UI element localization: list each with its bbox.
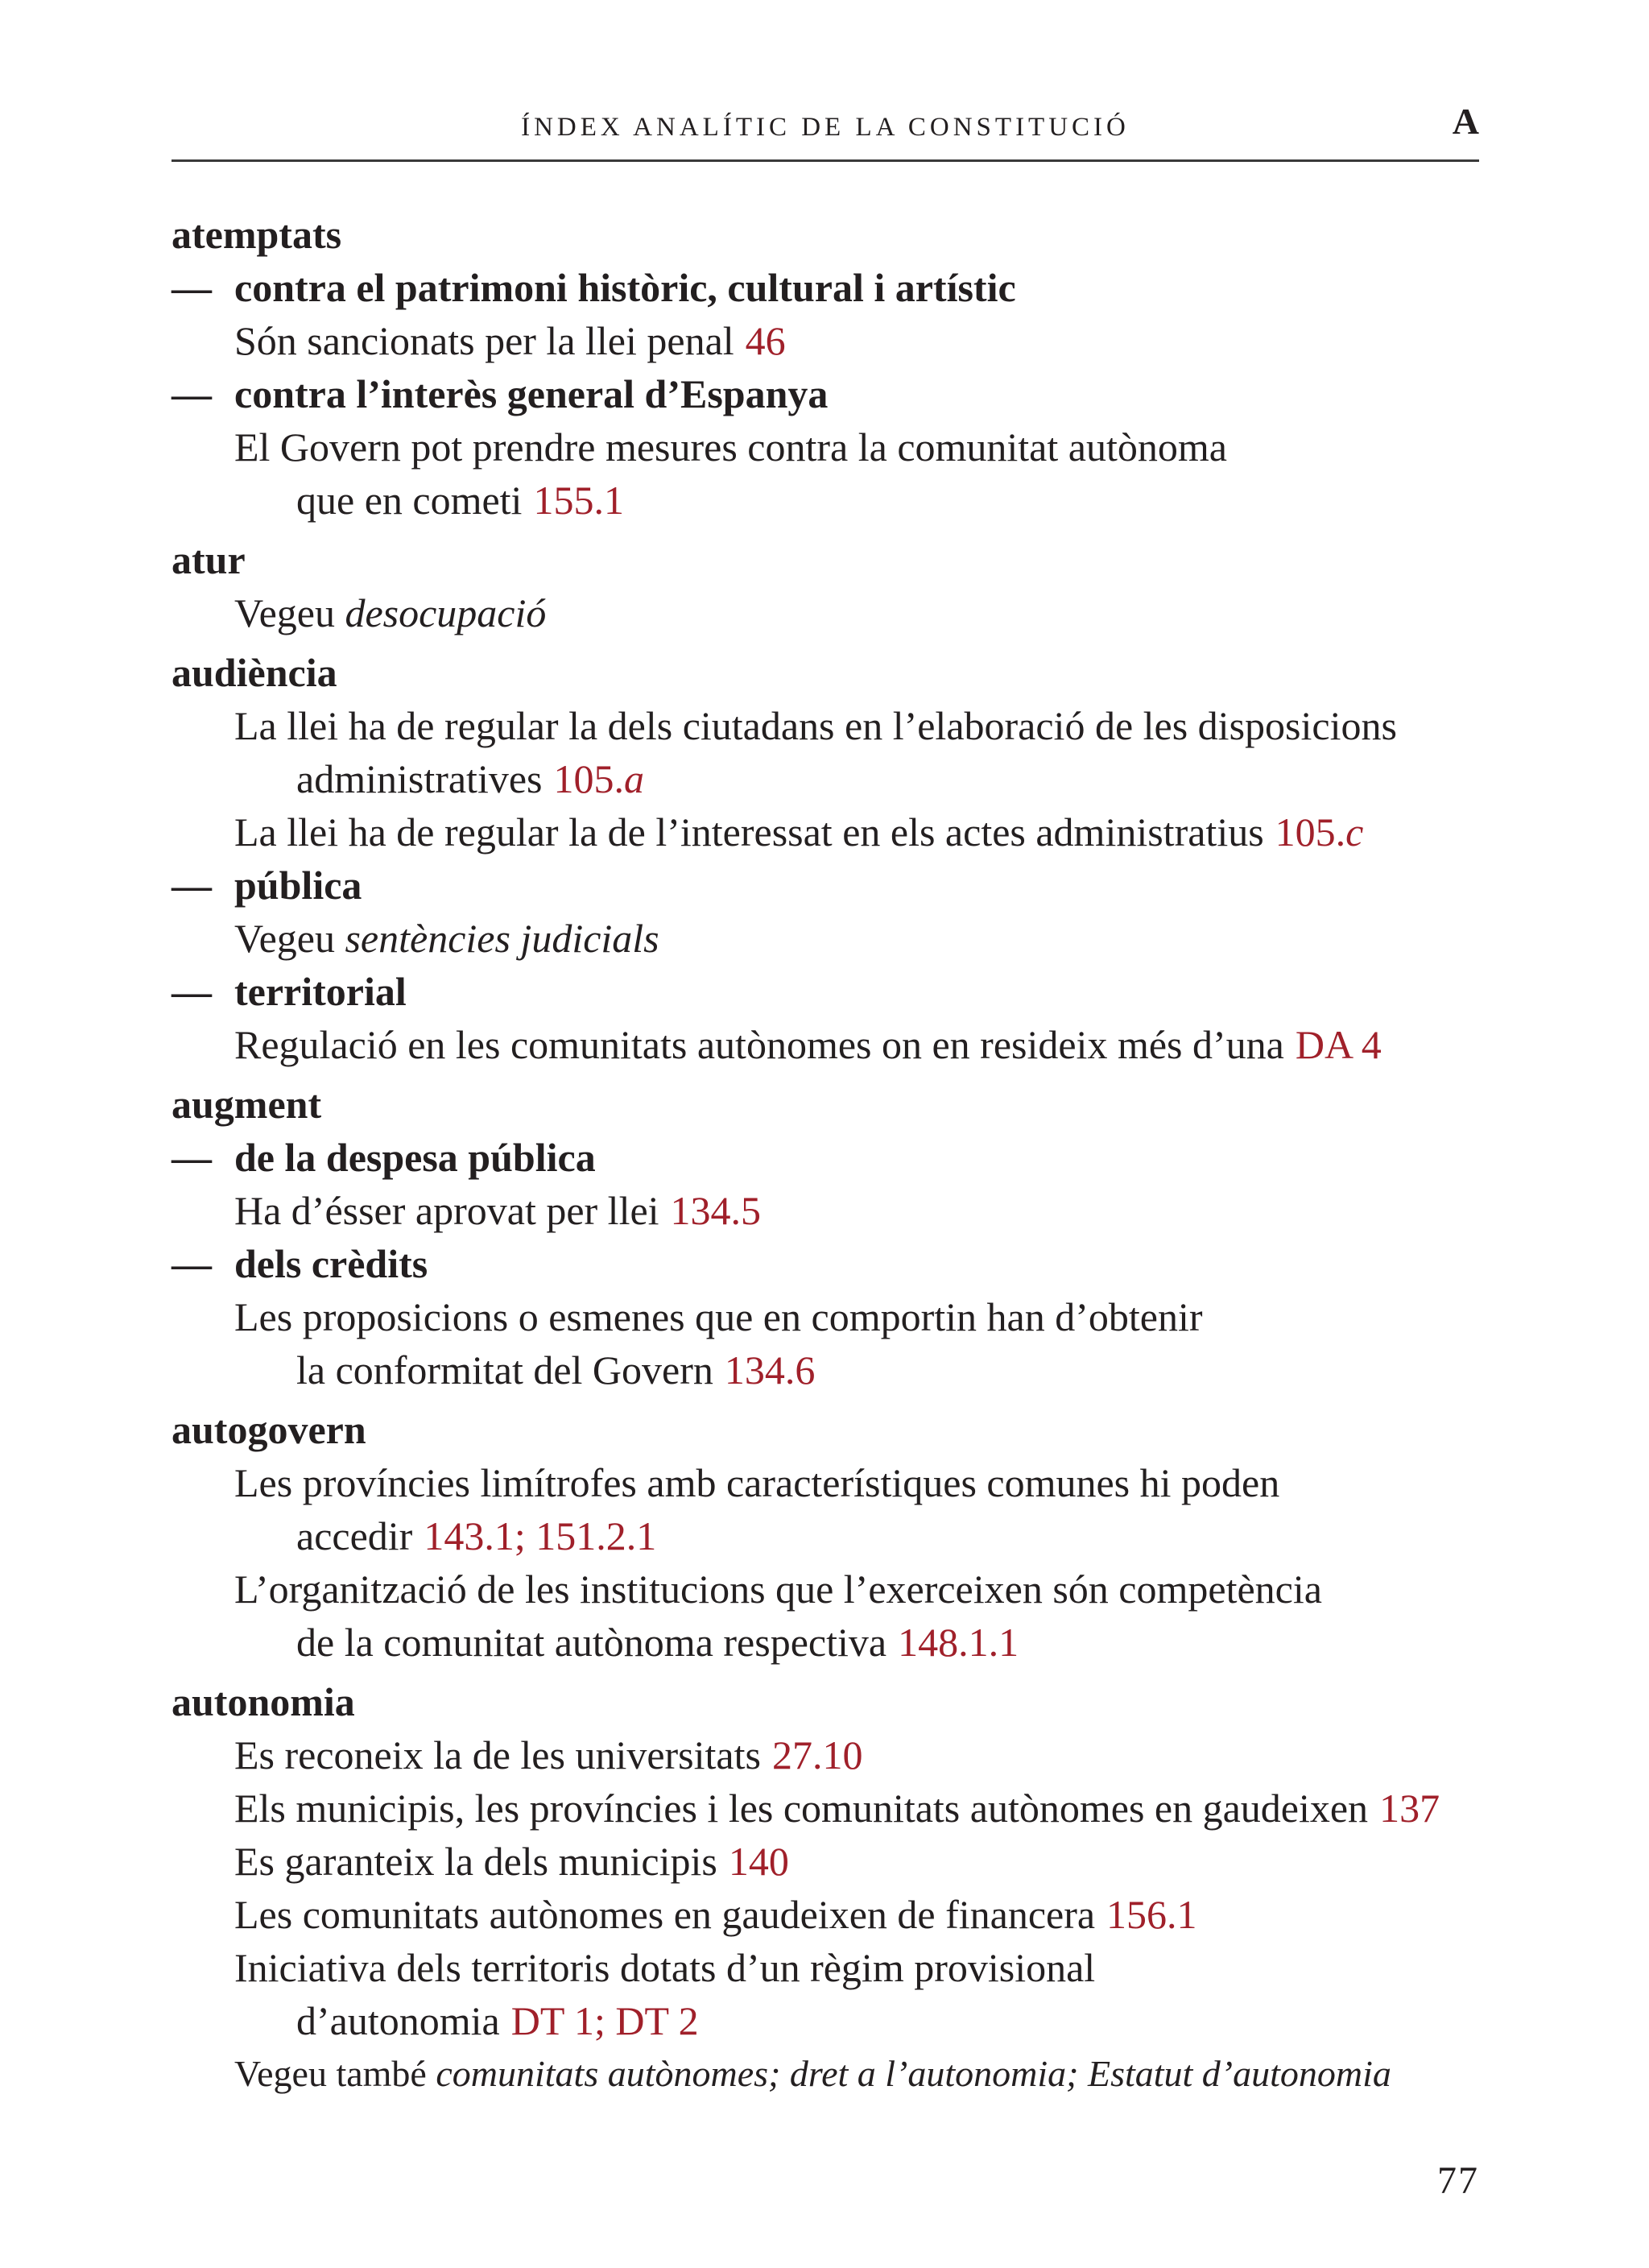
ref-number: 105. bbox=[1275, 809, 1346, 855]
item-text: Els municipis, les províncies i les comunitats autònomes en gaudeixen bbox=[234, 1786, 1369, 1831]
index-subterm bbox=[172, 965, 1479, 1018]
ref-number: 143.1; 151.2.1 bbox=[424, 1513, 657, 1558]
index-item bbox=[172, 1782, 1479, 1835]
article-reference bbox=[1106, 1892, 1197, 1937]
index-continuation bbox=[172, 1343, 1479, 1397]
item-text: la conformitat del Govern bbox=[296, 1347, 713, 1393]
page-number: 77 bbox=[1437, 2159, 1479, 2202]
ref-number: 134.5 bbox=[670, 1188, 762, 1233]
index-item bbox=[172, 420, 1479, 474]
ref-number: DA 4 bbox=[1295, 1022, 1382, 1067]
index-item bbox=[172, 1888, 1479, 1941]
item-text: Regulació en les comunitats autònomes on en resideix més d’una bbox=[234, 1022, 1284, 1067]
article-reference bbox=[533, 478, 624, 523]
em-dash: — bbox=[172, 265, 212, 310]
ref-number: 134.6 bbox=[724, 1347, 816, 1393]
article-reference bbox=[511, 1998, 699, 2043]
see-target: comunitats autònomes; dret a l’autonomia; Estatut d’autonomia bbox=[436, 2053, 1391, 2094]
index-item bbox=[172, 1290, 1479, 1343]
ref-letter: a bbox=[624, 756, 644, 801]
article-reference bbox=[1275, 809, 1364, 855]
index-continuation bbox=[172, 474, 1479, 527]
ref-number: 105. bbox=[553, 756, 624, 801]
ref-number: 155.1 bbox=[533, 478, 624, 523]
item-text: Es reconeix la de les universitats bbox=[234, 1732, 761, 1778]
ref-number: 46 bbox=[745, 318, 786, 363]
index-subterm bbox=[172, 367, 1479, 420]
subterm-label: territorial bbox=[234, 969, 407, 1014]
article-reference bbox=[1296, 1022, 1382, 1067]
index-subterm bbox=[172, 1237, 1479, 1290]
item-text: Les proposicions o esmenes que en comportin han d’obtenir bbox=[234, 1294, 1203, 1339]
index-subterm bbox=[172, 261, 1479, 314]
em-dash: — bbox=[172, 1241, 212, 1286]
index-term: audiència bbox=[172, 650, 337, 695]
article-reference bbox=[772, 1732, 863, 1778]
index-item bbox=[172, 1835, 1479, 1888]
index-continuation bbox=[172, 1509, 1479, 1562]
article-reference bbox=[671, 1188, 762, 1233]
subterm-label: contra l’interès general d’Espanya bbox=[234, 371, 829, 416]
index-entries bbox=[172, 201, 1479, 2100]
ref-number: 156.1 bbox=[1106, 1892, 1197, 1937]
subterm-label: dels crèdits bbox=[234, 1241, 428, 1286]
item-text: La llei ha de regular la de l’interessat en els actes administratius bbox=[234, 809, 1264, 855]
subterm-label: pública bbox=[234, 863, 362, 908]
index-term: autogovern bbox=[172, 1407, 366, 1452]
item-text: El Govern pot prendre mesures contra la comunitat autònoma bbox=[234, 424, 1227, 470]
ref-letter: c bbox=[1345, 809, 1364, 855]
item-text: Iniciativa dels territoris dotats d’un règim provisional bbox=[234, 1945, 1096, 1990]
see-prefix: Vegeu també bbox=[234, 2053, 427, 2094]
index-item bbox=[172, 1728, 1479, 1782]
index-term: atur bbox=[172, 537, 246, 582]
index-subterm bbox=[172, 1131, 1479, 1184]
see-reference bbox=[172, 586, 1479, 639]
item-text: de la comunitat autònoma respectiva bbox=[296, 1620, 887, 1665]
article-reference bbox=[554, 756, 645, 801]
item-text: d’autonomia bbox=[296, 1998, 500, 2043]
item-text: Es garanteix la dels municipis bbox=[234, 1839, 717, 1884]
see-target: sentències judicials bbox=[345, 916, 659, 961]
index-item bbox=[172, 1456, 1479, 1509]
running-head: ÍNDEX ANALÍTIC DE LA CONSTITUCIÓ bbox=[521, 113, 1130, 142]
item-text: administratives bbox=[296, 756, 543, 801]
item-text: Són sancionats per la llei penal bbox=[234, 318, 734, 363]
article-reference bbox=[1379, 1786, 1440, 1831]
index-term: augment bbox=[172, 1082, 322, 1127]
index-item bbox=[172, 699, 1479, 752]
article-reference bbox=[746, 318, 786, 363]
index-continuation bbox=[172, 1616, 1479, 1669]
index-item bbox=[172, 1562, 1479, 1616]
see-reference bbox=[172, 912, 1479, 965]
index-item bbox=[172, 1184, 1479, 1237]
see-prefix: Vegeu bbox=[234, 916, 335, 961]
article-reference bbox=[725, 1347, 816, 1393]
em-dash: — bbox=[172, 863, 212, 908]
index-item bbox=[172, 805, 1479, 859]
article-reference bbox=[424, 1513, 656, 1558]
index-term: autonomia bbox=[172, 1679, 355, 1724]
index-item bbox=[172, 1941, 1479, 1994]
ref-number: 27.10 bbox=[771, 1732, 863, 1778]
see-target: desocupació bbox=[345, 590, 547, 635]
item-text: Ha d’ésser aprovat per llei bbox=[234, 1188, 659, 1233]
item-text: Les comunitats autònomes en gaudeixen de financera bbox=[234, 1892, 1096, 1937]
em-dash: — bbox=[172, 371, 212, 416]
ref-number: 137 bbox=[1379, 1786, 1440, 1831]
article-reference bbox=[729, 1839, 789, 1884]
section-letter: A bbox=[1452, 101, 1479, 142]
page-header bbox=[172, 101, 1479, 162]
subterm-label: de la despesa pública bbox=[234, 1135, 596, 1180]
index-continuation bbox=[172, 1994, 1479, 2047]
item-text: que en cometi bbox=[296, 478, 523, 523]
index-continuation bbox=[172, 752, 1479, 805]
item-text: L’organització de les institucions que l’exerceixen són competència bbox=[234, 1566, 1322, 1612]
ref-number: 148.1.1 bbox=[898, 1620, 1019, 1665]
ref-number: DT 1; DT 2 bbox=[510, 1998, 699, 2043]
ref-number: 140 bbox=[728, 1839, 789, 1884]
em-dash: — bbox=[172, 1135, 212, 1180]
item-text: La llei ha de regular la dels ciutadans en l’elaboració de les disposicions bbox=[234, 703, 1397, 748]
index-subterm bbox=[172, 859, 1479, 912]
see-prefix: Vegeu bbox=[234, 590, 335, 635]
see-reference bbox=[172, 2047, 1479, 2100]
article-reference bbox=[898, 1620, 1019, 1665]
index-term: atemptats bbox=[172, 212, 342, 257]
item-text: accedir bbox=[296, 1513, 413, 1558]
index-item bbox=[172, 314, 1479, 367]
index-item bbox=[172, 1018, 1479, 1071]
item-text: Les províncies limítrofes amb característiques comunes hi poden bbox=[234, 1460, 1280, 1505]
subterm-label: contra el patrimoni històric, cultural i artístic bbox=[234, 265, 1016, 310]
em-dash: — bbox=[172, 969, 212, 1014]
